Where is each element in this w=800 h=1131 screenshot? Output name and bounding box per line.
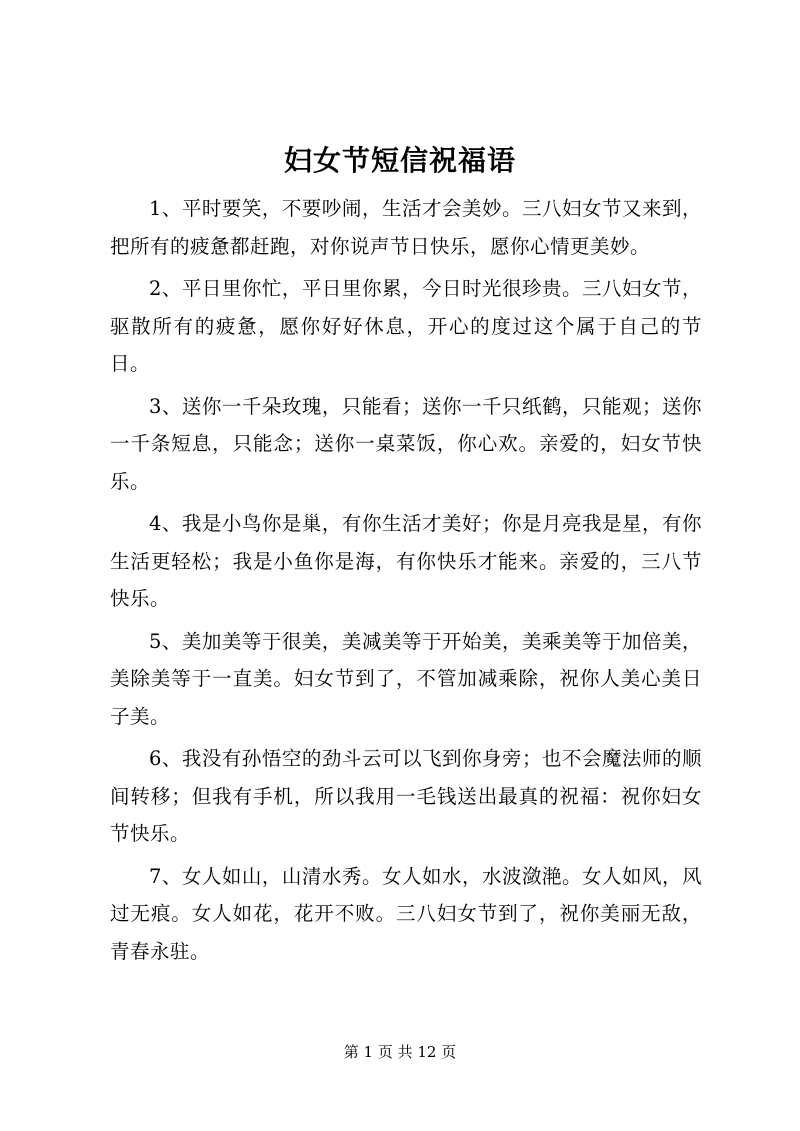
paragraph-4: 4、我是小鸟你是巢，有你生活才美好；你是月亮我是星，有你生活更轻松；我是小鱼你是海，有你快乐才能来。亲爱的，三八节快乐。 xyxy=(110,512,702,610)
paragraph-2: 2、平日里你忙，平日里你累，今日时光很珍贵。三八妇女节，驱散所有的疲惫，愿你好好休息，开心的度过这个属于自己的节日。 xyxy=(110,277,702,375)
paragraph-6: 6、我没有孙悟空的劲斗云可以飞到你身旁；也不会魔法师的顺间转移；但我有手机，所以我用一毛钱送出最真的祝福：祝你妇女节快乐。 xyxy=(110,747,702,845)
paragraph-5: 5、美加美等于很美，美减美等于开始美，美乘美等于加倍美，美除美等于一直美。妇女节到了，不管加减乘除，祝你人美心美日子美。 xyxy=(110,629,702,728)
document-title: 妇女节短信祝福语 xyxy=(283,144,516,177)
paragraph-1: 1、平时要笑，不要吵闹，生活才会美妙。三八妇女节又来到，把所有的疲惫都赶跑，对你说声节日快乐，愿你心情更美妙。 xyxy=(110,197,702,258)
page-number-footer: 第 1 页 共 12 页 xyxy=(343,1043,457,1061)
paragraph-7: 7、女人如山，山清水秀。女人如水，水波潋滟。女人如风，风过无痕。女人如花，花开不败。三八妇女节到了，祝你美丽无敌，青春永驻。 xyxy=(110,864,702,963)
document-body xyxy=(110,190,702,975)
paragraph-3: 3、送你一千朵玫瑰，只能看；送你一千只纸鹤，只能观；送你一千条短息，只能念；送你一桌菜饭，你心欢。亲爱的，妇女节快乐。 xyxy=(110,394,702,493)
